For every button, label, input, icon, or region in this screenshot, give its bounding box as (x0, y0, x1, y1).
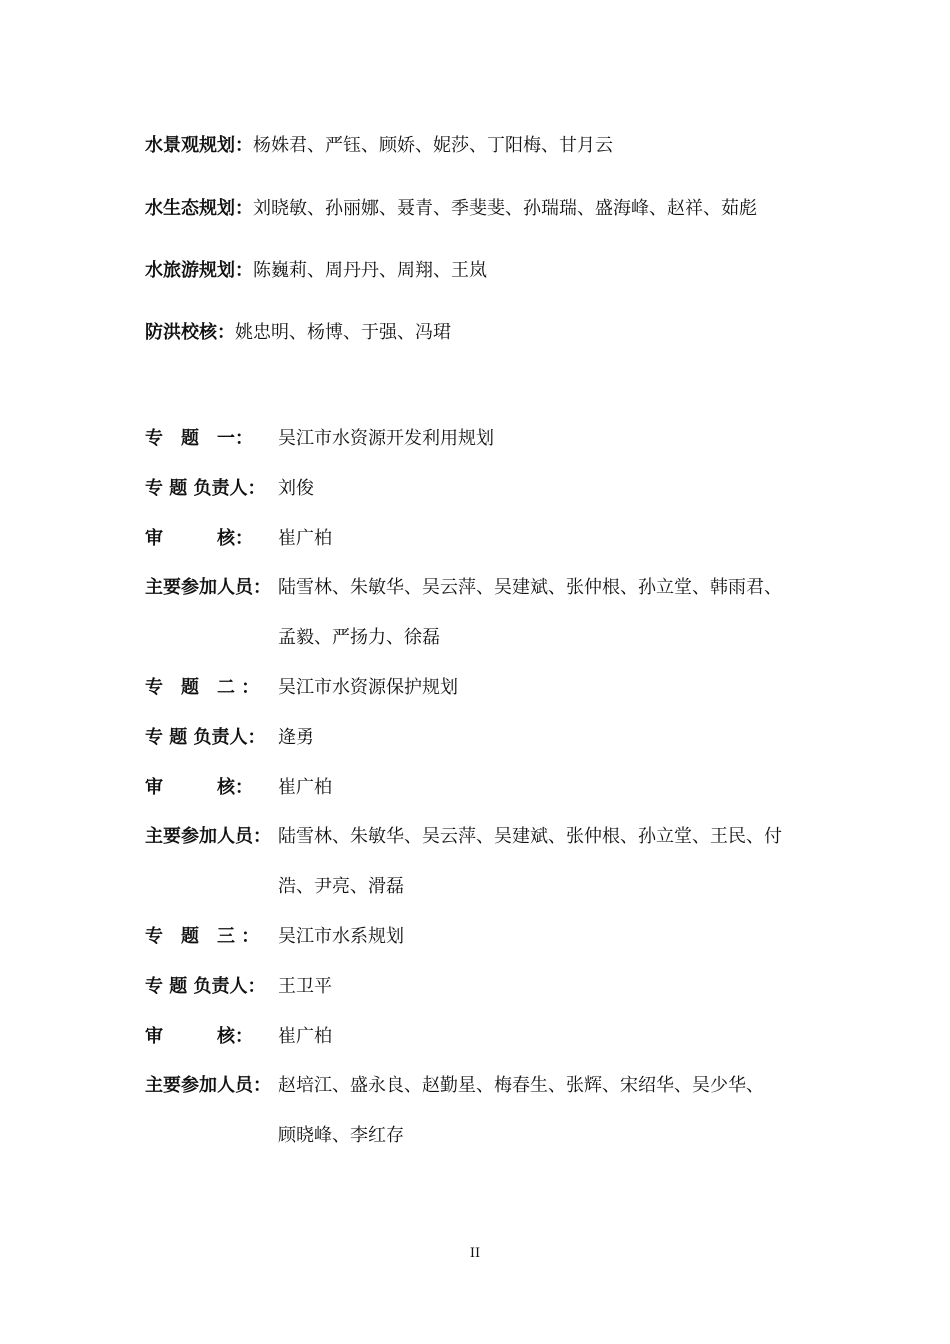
page-number: II (469, 1246, 481, 1261)
group-names: 姚忠明、杨博、于强、冯珺 (235, 322, 451, 343)
planning-group-flood-check (145, 321, 451, 345)
topic-2-members-continuation: 浩、尹亮、滑磊 (278, 876, 404, 897)
topic-reviewer: 崔广柏 (278, 1026, 332, 1047)
topic-2-review-row (145, 776, 332, 800)
group-label: 水生态规划： (145, 198, 253, 219)
members-label: 主要参加人员： (145, 577, 271, 598)
topic-reviewer: 崔广柏 (278, 777, 332, 798)
topic-title: 吴江市水资源保护规划 (278, 677, 458, 698)
topic-title: 吴江市水系规划 (278, 926, 404, 947)
members-label: 主要参加人员： (145, 1075, 271, 1096)
topic-2-leader-row (145, 726, 314, 750)
topic-leader: 逄勇 (278, 727, 314, 748)
leader-label: 专 题 负责人： (145, 976, 266, 997)
planning-group-ecology (145, 197, 757, 221)
members-label: 主要参加人员： (145, 826, 271, 847)
group-label: 水旅游规划： (145, 260, 253, 281)
members-line-1: 赵培江、盛永良、赵勤星、梅春生、张辉、宋绍华、吴少华、 (278, 1075, 764, 1096)
topic-1-members-continuation: 孟毅、严扬力、徐磊 (278, 627, 440, 648)
leader-label: 专 题 负责人： (145, 478, 266, 499)
topic-1-review-row (145, 527, 332, 551)
group-names: 刘晓敏、孙丽娜、聂青、季斐斐、孙瑞瑞、盛海峰、赵祥、茹彪 (253, 198, 757, 219)
topic-1-members-row (145, 576, 782, 600)
topic-leader: 刘俊 (278, 478, 314, 499)
members-line-1: 陆雪林、朱敏华、吴云萍、吴建斌、张仲根、孙立堂、王民、付 (278, 826, 782, 847)
group-label: 水景观规划： (145, 135, 253, 156)
topic-label: 专 题 二 ： (145, 677, 260, 698)
topic-3-title-row (145, 925, 404, 949)
topic-3-leader-row (145, 975, 332, 999)
topic-label: 专 题 三 ： (145, 926, 260, 947)
review-label: 审 核： (145, 1026, 253, 1047)
topic-1-leader-row (145, 477, 314, 501)
review-label: 审 核： (145, 777, 253, 798)
planning-group-landscape (145, 134, 613, 158)
topic-title: 吴江市水资源开发利用规划 (278, 428, 494, 449)
topic-leader: 王卫平 (278, 976, 332, 997)
topic-1-title-row (145, 427, 494, 451)
topic-3-review-row (145, 1025, 332, 1049)
review-label: 审 核： (145, 528, 253, 549)
group-names: 陈巍莉、周丹丹、周翔、王岚 (253, 260, 487, 281)
topic-label: 专 题 一： (145, 428, 253, 449)
topic-reviewer: 崔广柏 (278, 528, 332, 549)
group-names: 杨姝君、严钰、顾娇、妮莎、丁阳梅、甘月云 (253, 135, 613, 156)
topic-2-title-row (145, 676, 458, 700)
topic-3-members-row (145, 1074, 764, 1098)
topic-2-members-row (145, 825, 782, 849)
group-label: 防洪校核： (145, 322, 235, 343)
members-line-1: 陆雪林、朱敏华、吴云萍、吴建斌、张仲根、孙立堂、韩雨君、 (278, 577, 782, 598)
topic-3-members-continuation: 顾晓峰、李红存 (278, 1125, 404, 1146)
leader-label: 专 题 负责人： (145, 727, 266, 748)
planning-group-tourism (145, 259, 487, 283)
